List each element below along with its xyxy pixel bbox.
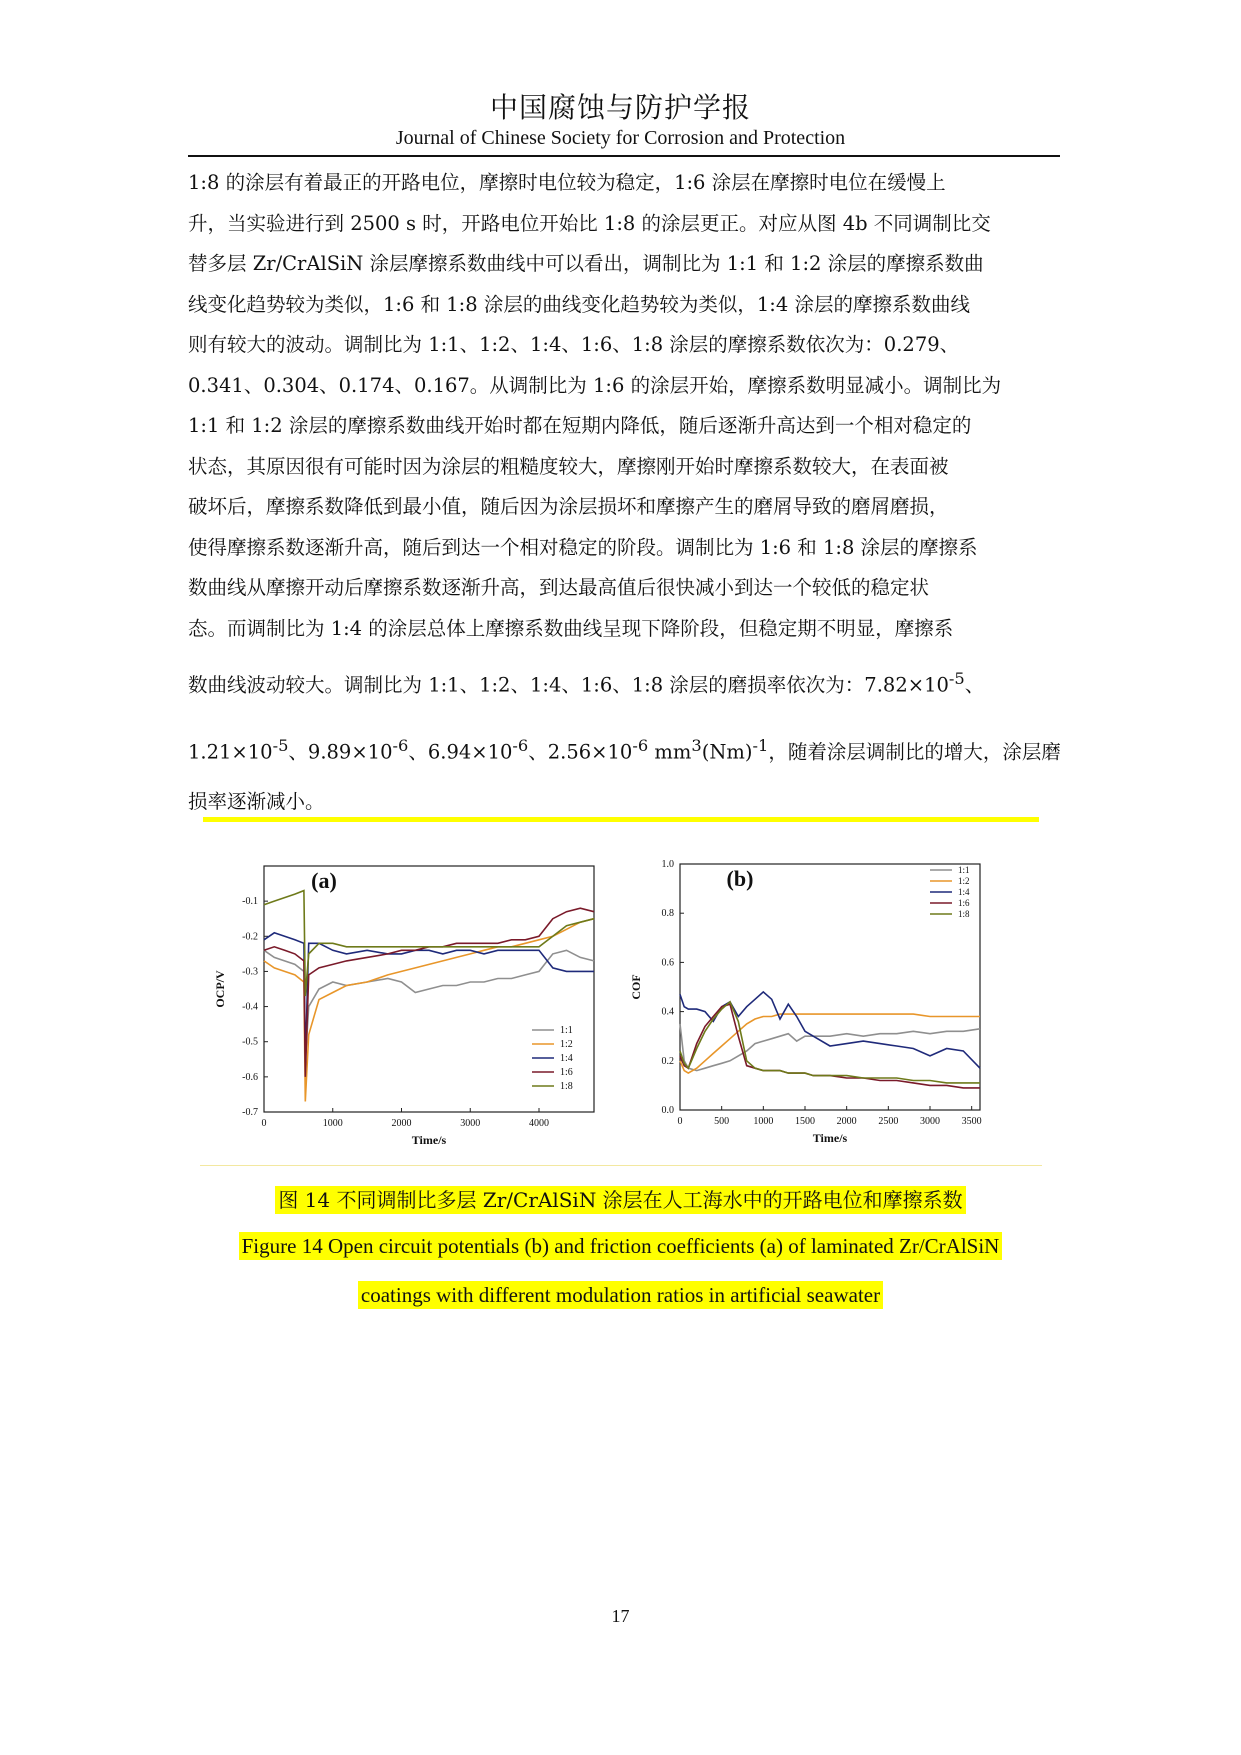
legend-label: 1:6 bbox=[958, 898, 970, 908]
x-tick-label: 0 bbox=[261, 1118, 267, 1129]
highlight-bar bbox=[203, 817, 1039, 822]
caption-en-2 bbox=[0, 1283, 1241, 1308]
plot-frame bbox=[680, 864, 980, 1110]
figure-svg bbox=[200, 850, 1042, 1160]
superscript: -5 bbox=[272, 735, 289, 755]
y-tick-label: 1.0 bbox=[661, 859, 674, 870]
superscript: 3 bbox=[691, 735, 702, 755]
x-axis-label: Time/s bbox=[812, 1131, 848, 1145]
superscript: -6 bbox=[392, 735, 409, 755]
y-tick-label: -0.7 bbox=[242, 1107, 258, 1118]
body-line: 数曲线从摩擦开动后摩擦系数逐渐升高，到达最高值后很快减小到达一个较低的稳定状 bbox=[188, 576, 930, 599]
superscript: -6 bbox=[632, 735, 649, 755]
wear-text-2: 1.21×10 bbox=[188, 740, 273, 763]
journal-title-cn: 中国腐蚀与防护学报 bbox=[489, 91, 751, 124]
legend-label: 1:8 bbox=[560, 1081, 573, 1092]
legend-label: 1:4 bbox=[958, 887, 970, 897]
body-line-wear-1 bbox=[188, 649, 1060, 716]
x-tick-label: 1000 bbox=[753, 1116, 774, 1127]
x-tick-label: 4000 bbox=[529, 1118, 549, 1129]
legend-label: 1:8 bbox=[958, 909, 970, 919]
caption-en-2-text: coatings with different modulation ratios in artificial seawater bbox=[358, 1281, 883, 1309]
wear-text-2: 、2.56×10 bbox=[528, 740, 633, 763]
y-tick-label: 0.0 bbox=[661, 1105, 674, 1116]
panel-label: (b) bbox=[726, 866, 754, 891]
superscript: -1 bbox=[752, 735, 769, 755]
figure-14 bbox=[200, 850, 1042, 1160]
legend-label: 1:1 bbox=[560, 1025, 573, 1036]
wear-text-2: 、9.89×10 bbox=[288, 740, 393, 763]
series-line-1-2 bbox=[680, 1014, 980, 1073]
page-number: 17 bbox=[611, 1606, 630, 1626]
y-axis-label: OCP/V bbox=[213, 970, 227, 1008]
body-lines bbox=[188, 163, 1060, 649]
x-tick-label: 2000 bbox=[391, 1118, 412, 1129]
y-axis-label: COF bbox=[629, 974, 643, 1000]
x-tick-label: 2500 bbox=[878, 1116, 899, 1127]
body-line: 升，当实验进行到 2500 s 时，开路电位开始比 1:8 的涂层更正。对应从图 4b 不同调制比交 bbox=[188, 211, 991, 235]
wear-text-2: ，随着涂层调制比的增大，涂层磨 bbox=[768, 740, 1061, 763]
body-line: 替多层 Zr/CrAlSiN 涂层摩擦系数曲线中可以看出，调制比为 1:1 和 1:2 涂层的摩擦系数曲 bbox=[188, 252, 984, 275]
x-tick-label: 1000 bbox=[322, 1118, 343, 1129]
y-tick-label: -0.5 bbox=[242, 1036, 258, 1048]
x-tick-label: 2000 bbox=[836, 1116, 857, 1127]
wear-text-1: 数曲线波动较大。调制比为 1:1、1:2、1:4、1:6、1:8 涂层的磨损率依次为：7.82×10 bbox=[188, 673, 949, 697]
caption-en-1 bbox=[0, 1234, 1241, 1259]
journal-title-en: Journal of Chinese Society for Corrosion and Protection bbox=[395, 127, 846, 149]
legend-label: 1:1 bbox=[958, 865, 970, 875]
caption-en-1-text: Figure 14 Open circuit potentials (b) and friction coefficients (a) of laminated Zr/CrAlSiN bbox=[239, 1232, 1003, 1260]
series-line-1-4 bbox=[680, 992, 980, 1068]
body-paragraph bbox=[188, 163, 1060, 823]
legend-label: 1:4 bbox=[560, 1053, 573, 1064]
body-line: 1:1 和 1:2 涂层的摩擦系数曲线开始时都在短期内降低，随后逐渐升高达到一个相对稳定的 bbox=[188, 414, 972, 437]
wear-end-1: 、 bbox=[964, 673, 985, 697]
legend-label: 1:6 bbox=[560, 1067, 573, 1078]
body-line: 则有较大的波动。调制比为 1:1、1:2、1:4、1:6、1:8 涂层的摩擦系数依次为：0.279、 bbox=[188, 333, 960, 356]
header-rule bbox=[188, 155, 1060, 157]
wear-text-2: mm bbox=[648, 740, 692, 763]
panel-label: (a) bbox=[311, 868, 337, 893]
series-line-1-1 bbox=[264, 950, 594, 1063]
y-tick-label: -0.1 bbox=[242, 896, 258, 908]
caption-cn-text: 图 14 不同调制比多层 Zr/CrAlSiN 涂层在人工海水中的开路电位和摩擦系数 bbox=[275, 1186, 965, 1214]
body-line: 破坏后，摩擦系数降低到最小值，随后因为涂层损坏和摩擦产生的磨屑导致的磨屑磨损， bbox=[188, 495, 949, 518]
legend-label: 1:2 bbox=[958, 876, 970, 886]
y-tick-label: 0.4 bbox=[661, 1006, 674, 1018]
figure-rule bbox=[200, 1165, 1042, 1166]
body-line: 使得摩擦系数逐渐升高，随后到达一个相对稳定的阶段。调制比为 1:6 和 1:8 涂层的摩擦系 bbox=[188, 535, 978, 559]
x-tick-label: 3500 bbox=[961, 1116, 982, 1127]
caption-cn bbox=[0, 1184, 1241, 1213]
y-tick-label: -0.3 bbox=[242, 966, 258, 978]
x-tick-label: 3000 bbox=[920, 1116, 940, 1127]
y-tick-label: -0.6 bbox=[242, 1071, 258, 1083]
y-tick-label: -0.4 bbox=[242, 1001, 258, 1013]
body-line: 线变化趋势较为类似，1:6 和 1:8 涂层的曲线变化趋势较为类似，1:4 涂层的摩擦系数曲线 bbox=[188, 292, 970, 316]
legend-label: 1:2 bbox=[560, 1039, 573, 1050]
superscript: -6 bbox=[512, 735, 529, 755]
body-line: 态。而调制比为 1:4 的涂层总体上摩擦系数曲线呈现下降阶段，但稳定期不明显，摩擦系 bbox=[188, 616, 954, 640]
x-axis-label: Time/s bbox=[411, 1133, 447, 1147]
wear-exp-1: -5 bbox=[948, 669, 965, 688]
body-line: 状态，其原因很有可能时因为涂层的粗糙度较大，摩擦刚开始时摩擦系数较大，在表面被 bbox=[188, 454, 949, 478]
x-tick-label: 0 bbox=[677, 1116, 683, 1127]
x-tick-label: 3000 bbox=[460, 1118, 481, 1129]
series-line-1-1 bbox=[680, 1024, 980, 1071]
body-line: 1:8 的涂层有着最正的开路电位，摩擦时电位较为稳定，1:6 涂层在摩擦时电位在缓慢上 bbox=[188, 171, 946, 194]
body-line-last: 损率逐渐减小。 bbox=[188, 790, 325, 813]
body-line-wear-2 bbox=[188, 716, 1060, 783]
series-line-1-6 bbox=[264, 908, 594, 1077]
x-tick-label: 1500 bbox=[795, 1116, 815, 1127]
y-tick-label: 0.6 bbox=[661, 957, 674, 969]
y-tick-label: -0.2 bbox=[242, 931, 258, 943]
y-tick-label: 0.8 bbox=[661, 908, 674, 920]
y-tick-label: 0.2 bbox=[661, 1055, 674, 1067]
body-line: 0.341、0.304、0.174、0.167。从调制比为 1:6 的涂层开始，摩擦系数明显减小。调制比为 bbox=[188, 373, 1002, 397]
wear-text-2: (Nm) bbox=[701, 740, 753, 763]
wear-text-2: 、6.94×10 bbox=[408, 740, 513, 763]
x-tick-label: 500 bbox=[714, 1116, 730, 1127]
